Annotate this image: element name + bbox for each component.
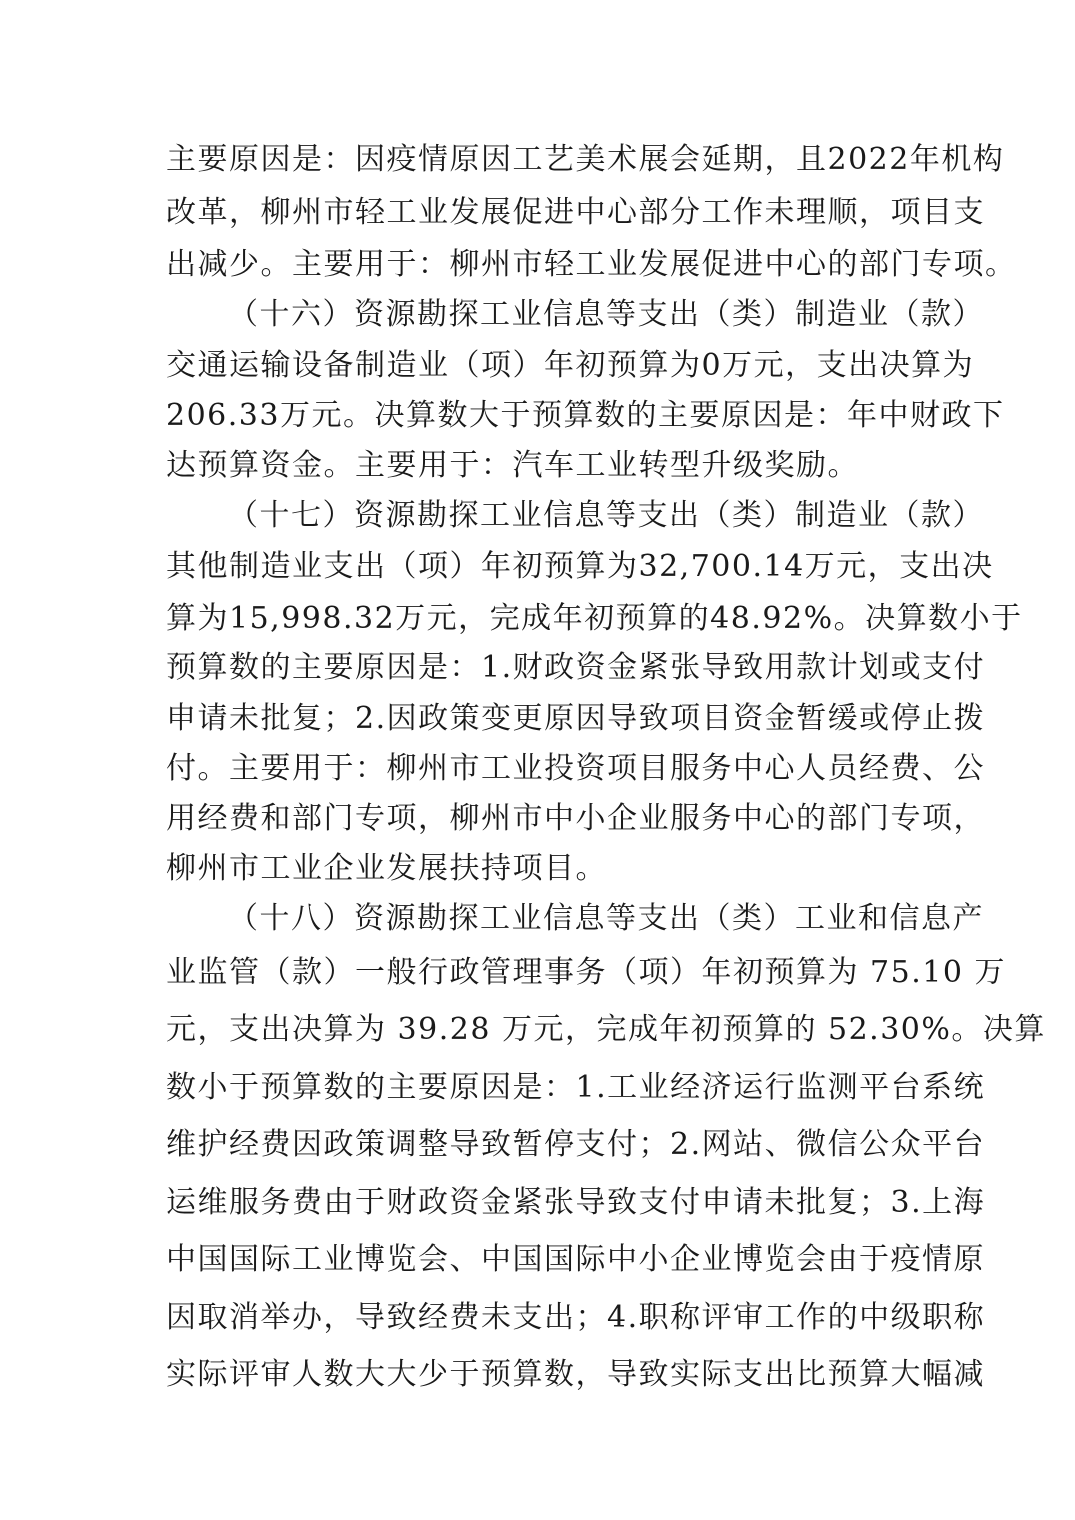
text-line: 预算数的主要原因是：1.财政资金紧张导致用款计划或支付 (166, 650, 986, 685)
text-line: 出减少。主要用于：柳州市轻工业发展促进中心的部门专项。 (166, 247, 1017, 282)
text-line: 维护经费因政策调整导致暂停支付；2.网站、微信公众平台 (166, 1127, 986, 1162)
text-line: 算为15,998.32万元，完成年初预算的48.92%。决算数小于 (166, 601, 1023, 636)
text-line: 付。主要用于：柳州市工业投资项目服务中心人员经费、公 (166, 751, 985, 786)
text-line: 柳州市工业企业发展扶持项目。 (166, 851, 607, 886)
text-line: 业监管（款）一般行政管理事务（项）年初预算为 75.10 万 (166, 955, 1006, 990)
text-line: 用经费和部门专项，柳州市中小企业服务中心的部门专项， (166, 801, 985, 836)
text-line: 其他制造业支出（项）年初预算为32,700.14万元，支出决 (166, 549, 994, 584)
paragraph-heading-18: （十八）资源勘探工业信息等支出（类）工业和信息产 (228, 901, 984, 936)
text-line: 元，支出决算为 39.28 万元，完成年初预算的 52.30%。决算 (166, 1012, 1046, 1047)
paragraph-heading-16: （十六）资源勘探工业信息等支出（类）制造业（款） (228, 297, 984, 332)
text-line: 达预算资金。主要用于：汽车工业转型升级奖励。 (166, 448, 859, 483)
text-line: 中国国际工业博览会、中国国际中小企业博览会由于疫情原 (166, 1242, 985, 1277)
text-line: 改革，柳州市轻工业发展促进中心部分工作未理顺，项目支 (166, 195, 985, 230)
paragraph-heading-17: （十七）资源勘探工业信息等支出（类）制造业（款） (228, 498, 984, 533)
text-line: 实际评审人数大大少于预算数，导致实际支出比预算大幅减 (166, 1357, 985, 1392)
text-line: 主要原因是：因疫情原因工艺美术展会延期，且2022年机构 (166, 142, 1005, 177)
text-line: 交通运输设备制造业（项）年初预算为0万元，支出决算为 (166, 348, 975, 383)
text-line: 因取消举办，导致经费未支出；4.职称评审工作的中级职称 (166, 1300, 986, 1335)
text-line: 数小于预算数的主要原因是：1.工业经济运行监测平台系统 (166, 1070, 986, 1105)
text-line: 206.33万元。决算数大于预算数的主要原因是：年中财政下 (166, 398, 1005, 433)
text-line: 申请未批复；2.因政策变更原因导致项目资金暂缓或停止拨 (166, 701, 986, 736)
text-line: 运维服务费由于财政资金紧张导致支付申请未批复；3.上海 (166, 1185, 986, 1220)
